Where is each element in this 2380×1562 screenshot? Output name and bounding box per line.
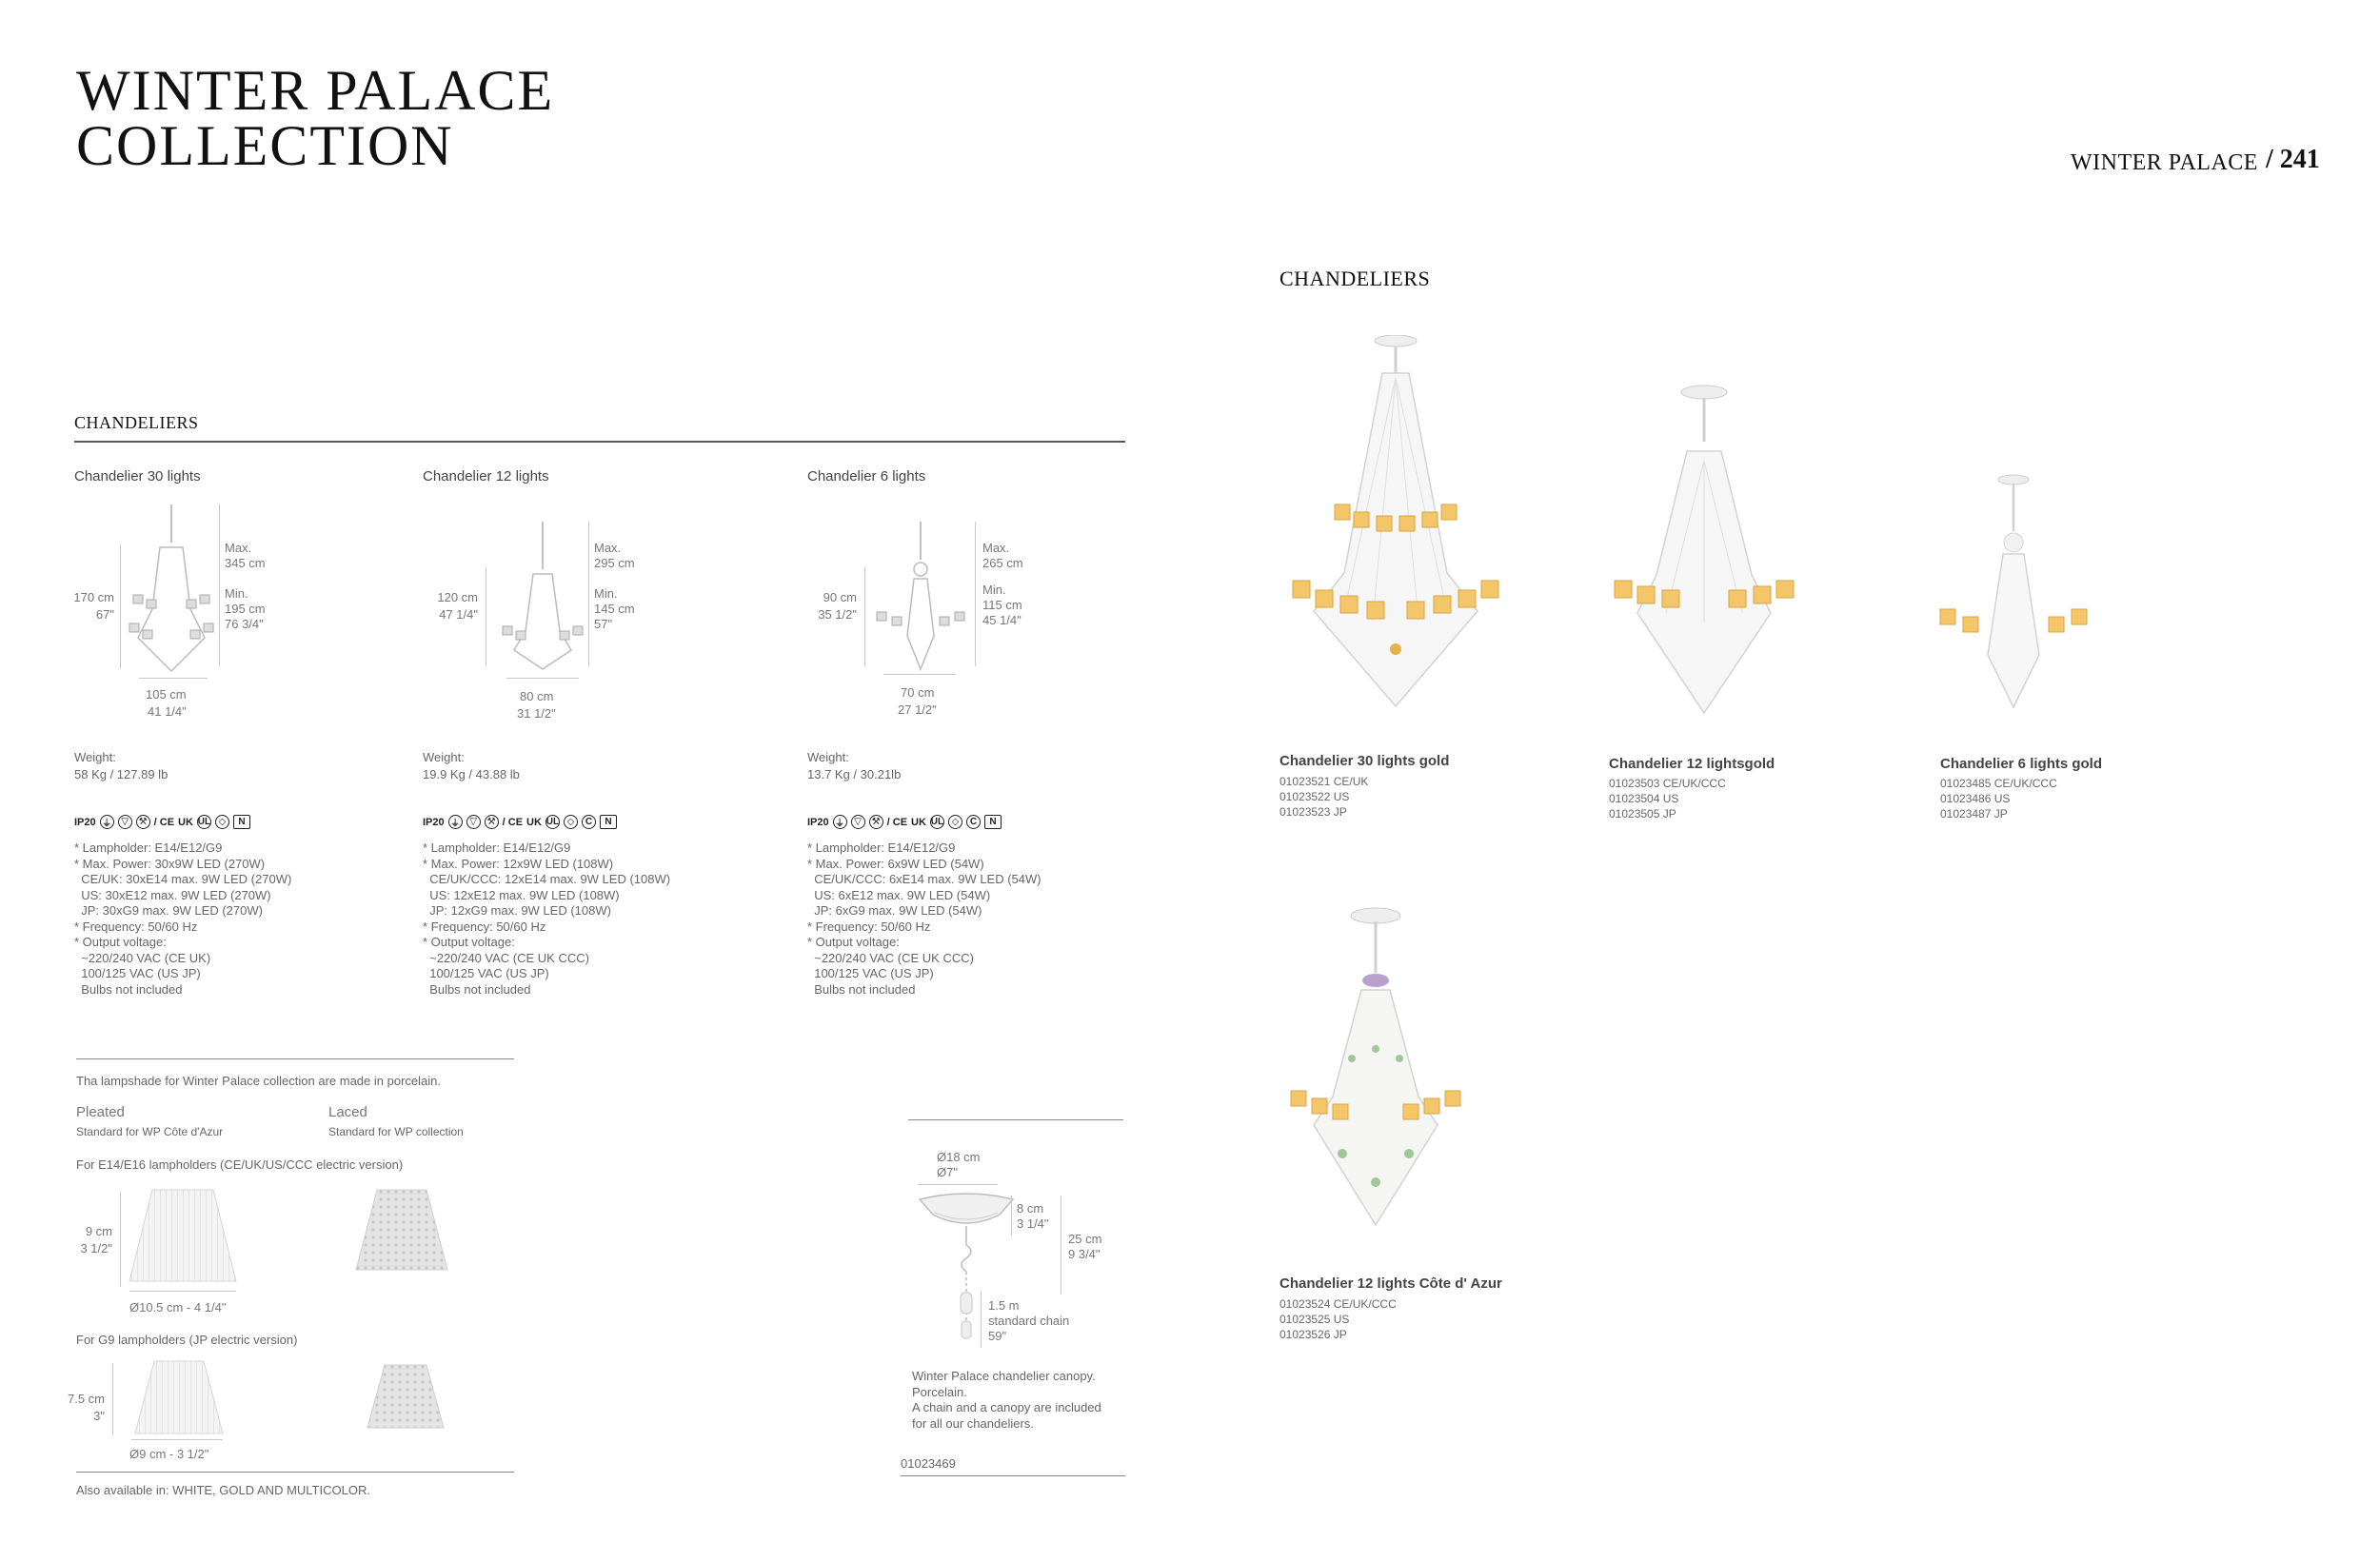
shade-diameter-line (129, 1291, 236, 1292)
item-title-30-gold: Chandelier 30 lights gold (1279, 753, 1450, 769)
min-cm-6: 115 cm (982, 598, 1022, 612)
item-title-12-cote-dazur: Chandelier 12 lights Côte d' Azur (1279, 1275, 1502, 1292)
lampshade-intro: Tha lampshade for Winter Palace collection are made in porcelain. (76, 1074, 441, 1088)
ukca-icon: UK (178, 816, 193, 828)
ukca-icon: UK (911, 816, 926, 828)
width-in-30: 41 1/4" (148, 704, 187, 719)
class-icon: ▽ (118, 815, 132, 829)
laced-title: Laced (328, 1104, 367, 1120)
min-in-30: 76 3/4" (225, 617, 264, 631)
product-title-12: Chandelier 12 lights (423, 468, 549, 484)
class-icon: ▽ (851, 815, 865, 829)
chain-length-in: 59" (988, 1329, 1007, 1343)
hammer-icon: ⚒ (869, 815, 883, 829)
chandelier-12-cote-dazur-photo (1285, 906, 1466, 1230)
running-head: WINTER PALACE (2071, 150, 2258, 175)
chain-length-line (981, 1291, 982, 1348)
product-title-6: Chandelier 6 lights (807, 468, 926, 484)
pleated-shade-g9-photo (133, 1359, 225, 1437)
earth-icon: ⏚ (833, 815, 847, 829)
e14-height-in: 3 1/2" (80, 1241, 112, 1256)
weight-label-30: Weight: (74, 750, 116, 764)
height-in-12: 47 1/4" (439, 607, 478, 622)
min-in-6: 45 1/4" (982, 613, 1021, 627)
weight-label-6: Weight: (807, 750, 849, 764)
canopy-bottom-rule (901, 1475, 1125, 1476)
ip20-icon: IP20 (423, 816, 445, 828)
min-label-12: Min. (594, 586, 618, 601)
chandelier-12-gold-photo (1609, 385, 1799, 718)
ul-icon: UL (545, 817, 560, 827)
lampshade-top-rule (76, 1058, 514, 1059)
height-dimension-line (864, 567, 865, 666)
nom-icon: N (233, 815, 250, 829)
e14-diameter: Ø10.5 cm - 4 1/4" (129, 1300, 227, 1315)
total-height-cm: 25 cm (1068, 1232, 1102, 1246)
right-section-heading: CHANDELIERS (1279, 267, 1431, 290)
min-label-30: Min. (225, 586, 248, 601)
weight-value-30: 58 Kg / 127.89 lb (74, 767, 169, 781)
section-rule (74, 441, 1125, 443)
specs-12: * Lampholder: E14/E12/G9 * Max. Power: 12x9W LED (108W) CE/UK/CCC: 12xE14 max. 9W LED (108W) US: 12xE12 max. 9W LED (108W) JP: 12xG9 max. 9W LED (108W) * Frequency: 50/60 Hz * Output voltage: ~220/240 VAC (CE UK CCC) 100/125 VAC (US JP) Bulbs not included (423, 840, 671, 997)
canopy-description: Winter Palace chandelier canopy. Porcelain. A chain and a canopy are included for all our chandeliers. (912, 1369, 1101, 1431)
earth-icon: ⏚ (100, 815, 114, 829)
nom-icon: N (984, 815, 1002, 829)
total-height-in: 9 3/4" (1068, 1247, 1101, 1261)
canopy-code: 01023469 (901, 1456, 956, 1471)
class-icon: ▽ (466, 815, 481, 829)
item-codes-12-cote-dazur (1279, 1296, 1397, 1342)
height-cm-12: 120 cm (437, 590, 478, 604)
lampshade-bottom-rule (76, 1472, 514, 1473)
item-code: 01023505 JP (1609, 807, 1676, 821)
max-cm-12: 295 cm (594, 556, 635, 570)
ce-icon: / CE (502, 816, 524, 828)
item-codes-30-gold (1279, 774, 1368, 820)
chandelier-6-drawing (871, 522, 971, 674)
ip20-icon: IP20 (74, 816, 96, 828)
pleated-desc: Standard for WP Côte d'Azur (76, 1125, 224, 1138)
max-cm-30: 345 cm (225, 556, 266, 570)
item-code: 01023524 CE/UK/CCC (1279, 1297, 1397, 1311)
max-height-line (219, 504, 220, 666)
pleated-shade-e14-photo (126, 1188, 240, 1285)
page-title (76, 59, 555, 177)
title-line-2: COLLECTION (76, 114, 454, 177)
ccc-icon: C (582, 815, 596, 829)
specs-6: * Lampholder: E14/E12/G9 * Max. Power: 6x9W LED (54W) CE/UK/CCC: 6xE14 max. 9W LED (54W) US: 6xE12 max. 9W LED (54W) JP: 6xG9 max. 9W LED (54W) * Frequency: 50/60 Hz * Output voltage: ~220/240 VAC (CE UK CCC) 100/125 VAC (US JP) Bulbs not included (807, 840, 1041, 997)
specs-30: * Lampholder: E14/E12/G9 * Max. Power: 30x9W LED (270W) CE/UK: 30xE14 max. 9W LED (270W) US: 30xE12 max. 9W LED (270W) JP: 30xG9 max. 9W LED (270W) * Frequency: 50/60 Hz * Output voltage: ~220/240 VAC (CE UK) 100/125 VAC (US JP) Bulbs not included (74, 840, 292, 997)
width-dimension-line (883, 674, 956, 675)
item-code: 01023486 US (1940, 792, 2011, 805)
item-code: 01023522 US (1279, 790, 1350, 803)
height-cm-30: 170 cm (73, 590, 114, 604)
width-dimension-line (139, 678, 208, 679)
shade-height-line (120, 1192, 121, 1287)
chandelier-12-drawing (495, 522, 590, 674)
item-code: 01023526 JP (1279, 1328, 1347, 1341)
weight-label-12: Weight: (423, 750, 465, 764)
chandelier-30-gold-photo (1287, 335, 1504, 716)
ccc-icon: C (966, 815, 981, 829)
canopy-diameter-in: Ø7" (937, 1165, 958, 1179)
max-label-30: Max. (225, 541, 252, 555)
laced-shade-e14-photo (354, 1188, 449, 1274)
ul-icon: UL (197, 817, 211, 827)
max-height-line (975, 522, 976, 666)
laced-shade-g9-photo (366, 1363, 446, 1432)
item-code: 01023503 CE/UK/CCC (1609, 777, 1726, 790)
certification-icons-6 (807, 815, 1002, 829)
item-title-6-gold: Chandelier 6 lights gold (1940, 756, 2103, 772)
ce-icon: / CE (886, 816, 908, 828)
weight-value-6: 13.7 Kg / 30.21lb (807, 767, 902, 781)
e14-heading: For E14/E16 lampholders (CE/UK/US/CCC electric version) (76, 1157, 404, 1172)
ul-icon: UL (930, 817, 944, 827)
item-code: 01023521 CE/UK (1279, 775, 1369, 788)
pleated-title: Pleated (76, 1104, 125, 1120)
width-cm-12: 80 cm (520, 689, 554, 703)
shade-height-line (112, 1363, 113, 1435)
certification-icons-30 (74, 815, 250, 829)
item-code: 01023487 JP (1940, 807, 2008, 821)
hammer-icon: ⚒ (136, 815, 150, 829)
hammer-icon: ⚒ (485, 815, 499, 829)
item-codes-12-gold (1609, 776, 1726, 821)
chain-length: 1.5 m (988, 1298, 1020, 1313)
certification-icons-12 (423, 815, 617, 829)
also-available: Also available in: WHITE, GOLD AND MULTICOLOR. (76, 1483, 370, 1497)
product-title-30: Chandelier 30 lights (74, 468, 201, 484)
max-cm-6: 265 cm (982, 556, 1023, 570)
laced-desc: Standard for WP collection (328, 1125, 464, 1138)
left-section-heading: CHANDELIERS (74, 413, 199, 432)
width-dimension-line (506, 678, 579, 679)
e14-height-cm: 9 cm (85, 1224, 112, 1238)
height-in-30: 67" (95, 607, 114, 622)
item-code: 01023485 CE/UK/CCC (1940, 777, 2057, 790)
width-cm-6: 70 cm (901, 685, 935, 700)
max-label-6: Max. (982, 541, 1010, 555)
chandelier-6-gold-photo (1933, 474, 2094, 712)
chandelier-30-drawing (124, 504, 219, 676)
pse-icon: ◇ (948, 815, 962, 829)
g9-height-cm: 7.5 cm (67, 1392, 105, 1406)
min-label-6: Min. (982, 583, 1006, 597)
canopy-height-in: 3 1/4" (1017, 1216, 1049, 1231)
height-dimension-line (120, 544, 121, 668)
page-number: / 241 (2266, 145, 2320, 174)
canopy-diameter-cm: Ø18 cm (937, 1150, 981, 1164)
shade-diameter-line (131, 1439, 223, 1440)
ukca-icon: UK (526, 816, 542, 828)
chain-label: standard chain (988, 1314, 1070, 1328)
min-cm-12: 145 cm (594, 602, 635, 616)
canopy-height-cm: 8 cm (1017, 1201, 1044, 1216)
item-code: 01023504 US (1609, 792, 1679, 805)
canopy-height-line (1011, 1196, 1012, 1236)
item-code: 01023525 US (1279, 1313, 1350, 1326)
pse-icon: ◇ (564, 815, 578, 829)
width-in-12: 31 1/2" (517, 706, 556, 721)
width-cm-30: 105 cm (146, 687, 187, 702)
title-line-1: WINTER PALACE (76, 59, 555, 122)
canopy-diameter-line (918, 1184, 998, 1185)
pse-icon: ◇ (215, 815, 229, 829)
g9-height-in: 3" (93, 1409, 105, 1423)
nom-icon: N (600, 815, 617, 829)
item-title-12-gold: Chandelier 12 lightsgold (1609, 756, 1775, 772)
ip20-icon: IP20 (807, 816, 829, 828)
max-height-line (588, 522, 589, 666)
g9-heading: For G9 lampholders (JP electric version) (76, 1333, 298, 1347)
height-in-6: 35 1/2" (818, 607, 857, 622)
item-codes-6-gold (1940, 776, 2057, 821)
min-cm-30: 195 cm (225, 602, 266, 616)
canopy-top-rule (908, 1119, 1123, 1120)
height-cm-6: 90 cm (823, 590, 857, 604)
ce-icon: / CE (153, 816, 175, 828)
width-in-6: 27 1/2" (898, 702, 937, 717)
max-label-12: Max. (594, 541, 622, 555)
min-in-12: 57" (594, 617, 613, 631)
earth-icon: ⏚ (448, 815, 463, 829)
weight-value-12: 19.9 Kg / 43.88 lb (423, 767, 520, 781)
g9-diameter: Ø9 cm - 3 1/2" (129, 1447, 209, 1461)
item-code: 01023523 JP (1279, 805, 1347, 819)
